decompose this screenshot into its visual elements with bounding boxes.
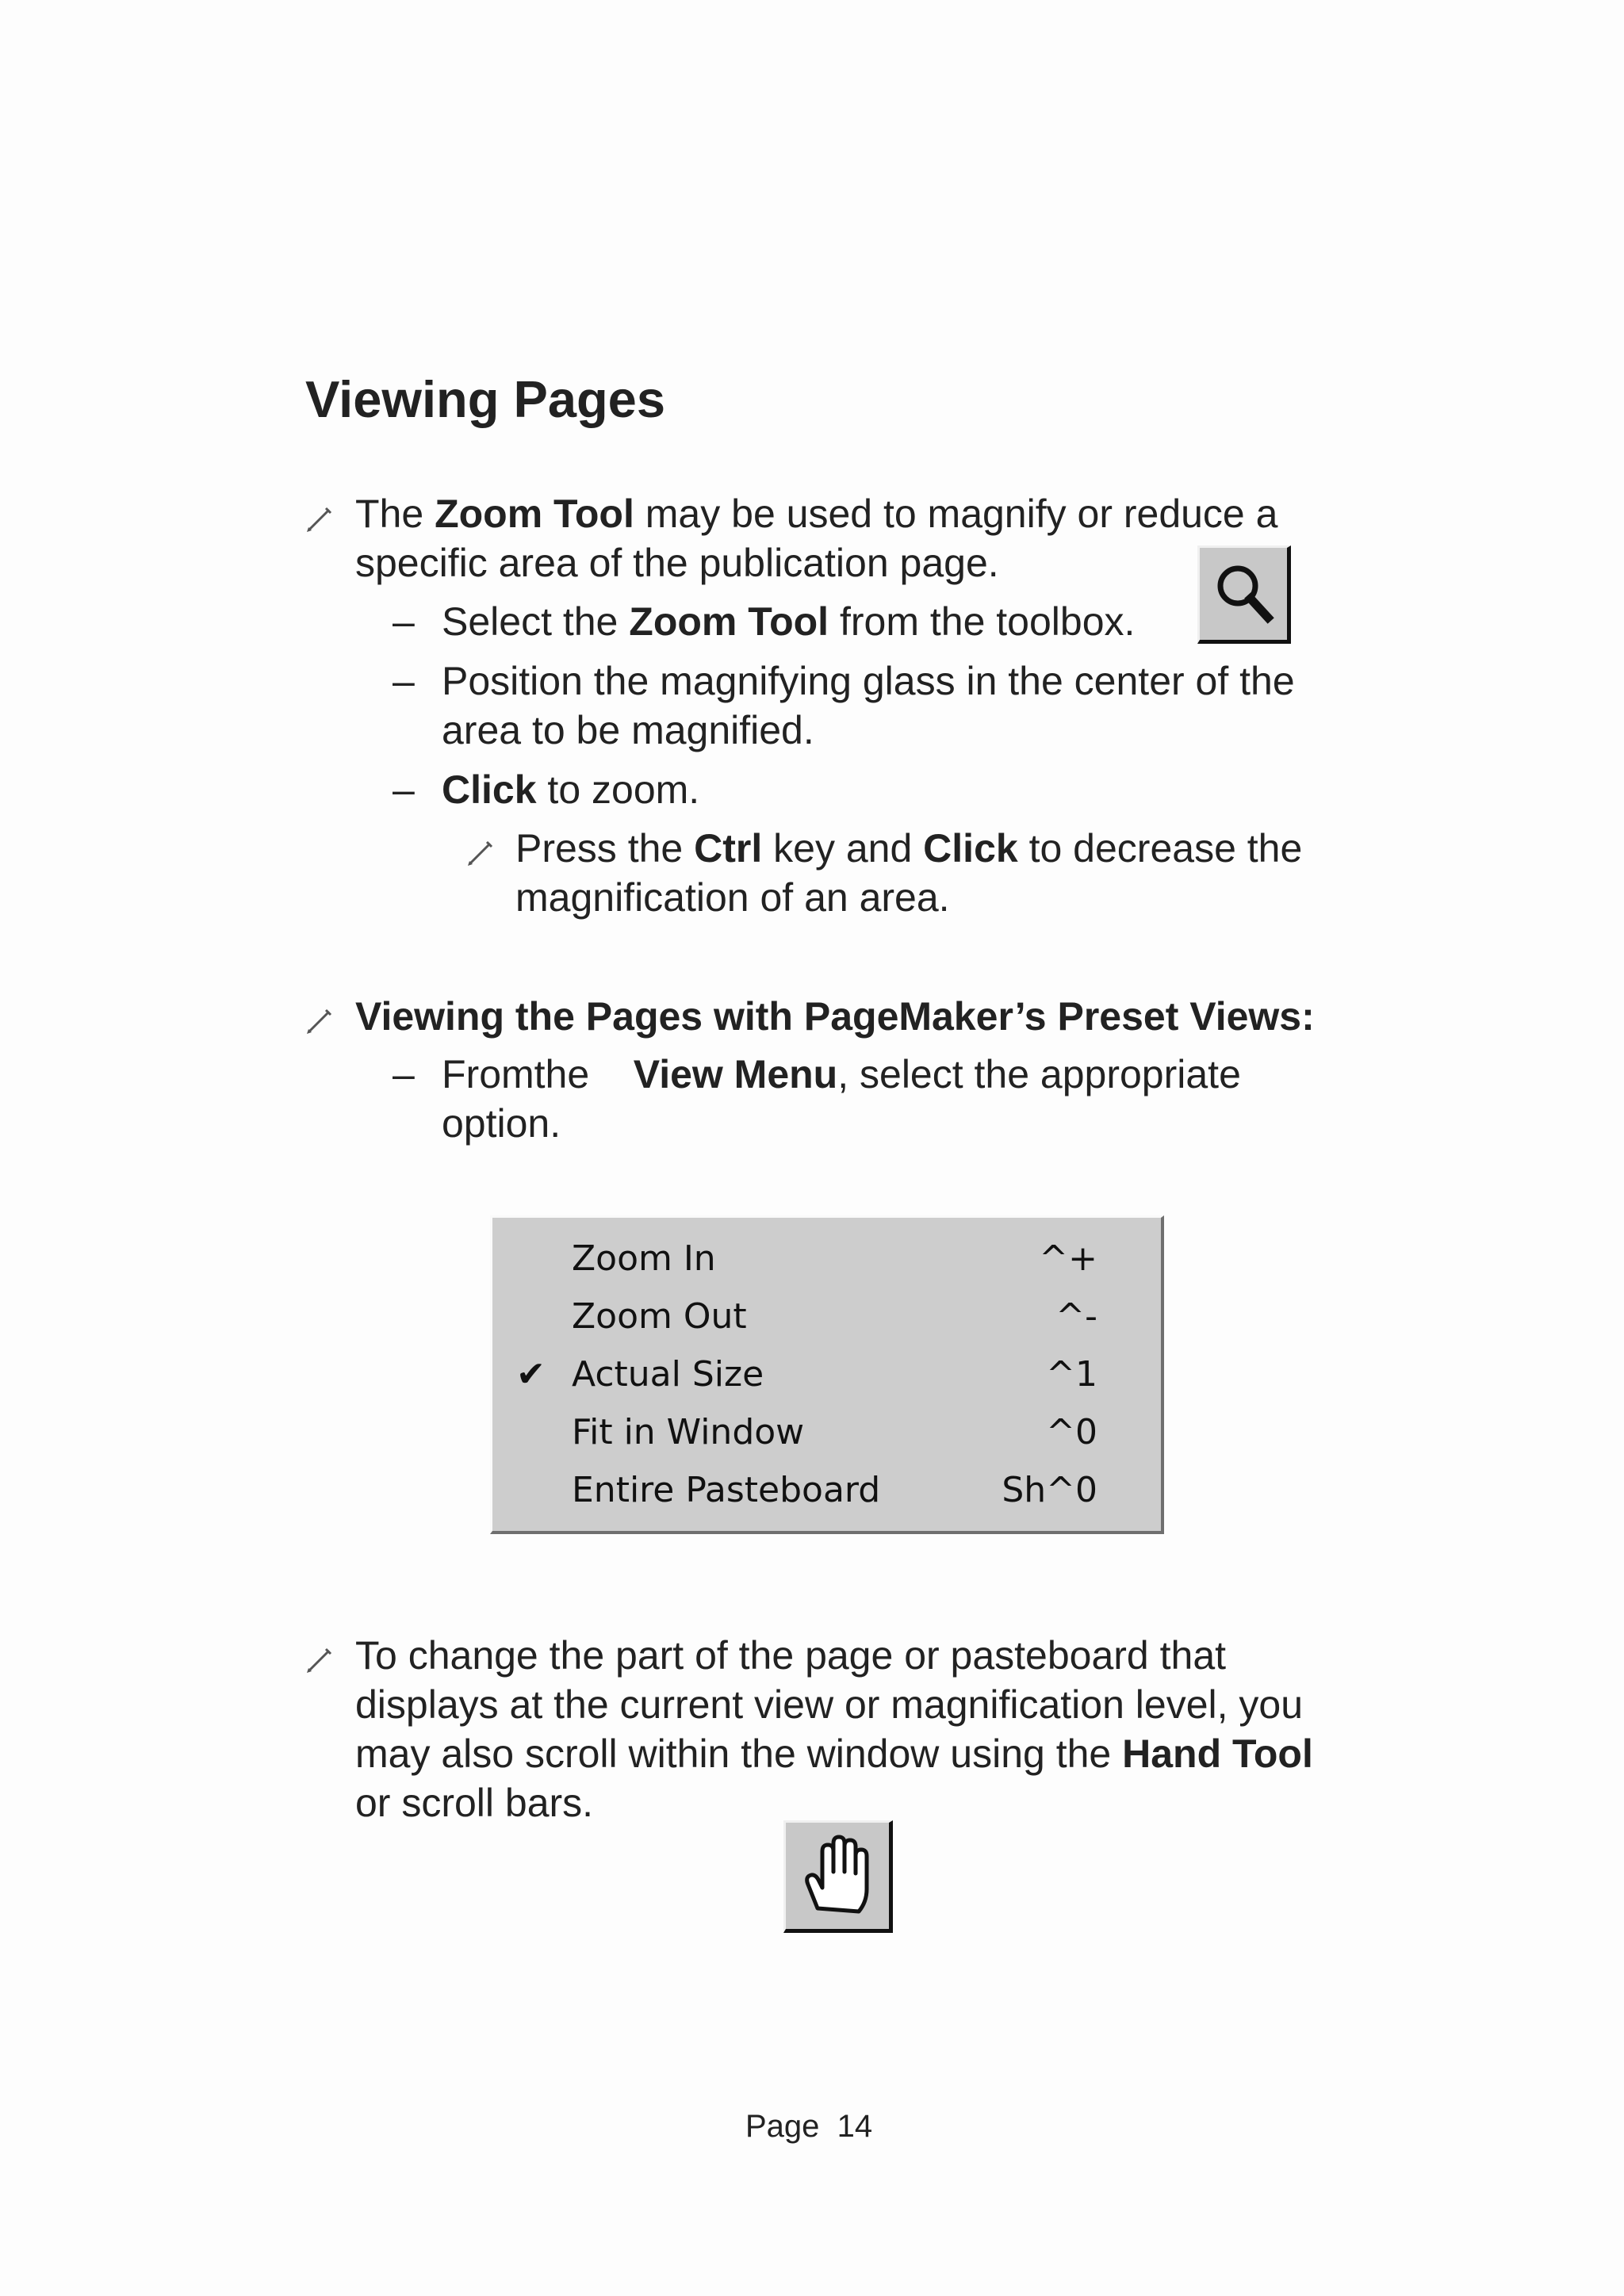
view-menu [490,1215,1164,1534]
menu-item-shortcut: ^0 [1046,1412,1097,1452]
hand-line3: may also scroll within the window using the Hand Tool [355,1732,1313,1776]
preset-step-line1: Fromthe View Menu, select the appropriate [442,1052,1241,1096]
menu-item-shortcut: ^1 [1046,1354,1097,1395]
preset-step-line2: option. [442,1101,561,1146]
menu-item-fit-in-window[interactable] [492,1404,1161,1461]
pencil-bullet-icon [466,839,495,867]
menu-item-shortcut: ^- [1055,1296,1097,1337]
dash-bullet: – [393,599,415,644]
zoom-step2-line1: Position the magnifying glass in the center of the [442,659,1295,703]
zoom-step3: Click to zoom. [442,767,700,812]
menu-item-zoom-in[interactable] [492,1230,1161,1288]
menu-item-entire-pasteboard[interactable] [492,1462,1161,1519]
menu-item-label: Fit in Window [572,1412,805,1452]
magnifier-icon [1200,548,1287,640]
zoom-intro-line1: The Zoom Tool may be used to magnify or reduce a [355,492,1278,536]
menu-item-zoom-out[interactable] [492,1288,1161,1345]
pencil-bullet-icon [305,505,334,534]
hand-line4: or scroll bars. [355,1781,594,1825]
zoom-tip-line1: Press the Ctrl key and Click to decrease the [515,826,1303,871]
dash-bullet: – [393,659,415,703]
dash-bullet: – [393,1052,415,1096]
hand-line1: To change the part of the page or pasteboard that [355,1633,1227,1678]
pencil-bullet-icon [305,1646,334,1674]
menu-item-actual-size[interactable] [492,1346,1161,1403]
page-number: Page 14 [745,2109,873,2144]
hand-line2: displays at the current view or magnification level, you [355,1682,1304,1727]
menu-item-label: Zoom In [572,1238,716,1279]
zoom-tip-line2: magnification of an area. [515,875,950,920]
hand-tool-button[interactable] [783,1820,893,1933]
hand-icon [786,1823,889,1929]
menu-item-label: Zoom Out [572,1296,747,1337]
zoom-intro-line2: specific area of the publication page. [355,541,999,585]
zoom-step2-line2: area to be magnified. [442,708,814,752]
zoom-tool-button[interactable] [1197,545,1291,644]
menu-item-label: Actual Size [572,1354,764,1395]
menu-item-label: Entire Pasteboard [572,1470,881,1510]
pencil-bullet-icon [305,1007,334,1035]
menu-item-shortcut: ^+ [1039,1238,1097,1279]
zoom-step1: Select the Zoom Tool from the toolbox. [442,599,1136,644]
menu-item-shortcut: Sh^0 [1002,1470,1097,1510]
page-title: Viewing Pages [305,370,665,428]
preset-views-heading: Viewing the Pages with PageMaker’s Preset Views: [355,994,1315,1039]
dash-bullet: – [393,767,415,812]
menu-check-mark: ✔ [516,1354,546,1395]
